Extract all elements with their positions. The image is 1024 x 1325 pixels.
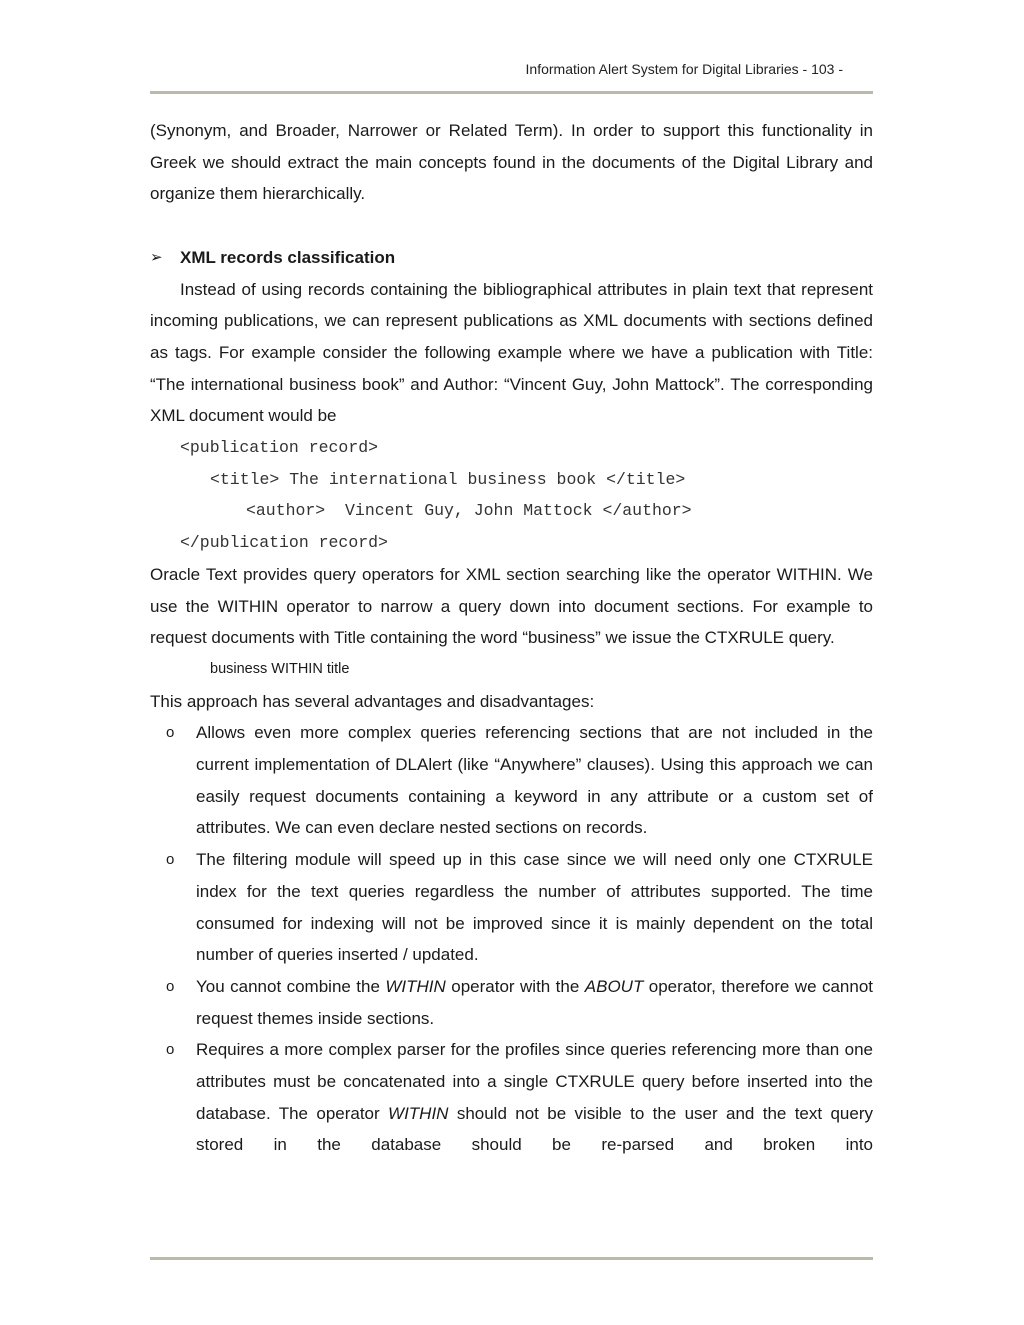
emphasis-within: WITHIN — [388, 1103, 449, 1123]
text-run: You cannot combine the — [196, 976, 386, 996]
code-line-1: <publication record> — [180, 438, 379, 458]
footer-rule — [150, 1257, 873, 1260]
section-paragraph-2: Oracle Text provides query operators for XML section searching like the operator WITHIN. We use the WITHIN operator to narrow a query down into document sections. For example to request documents with Title containing the word “business” we issue the CTXRULE query. — [150, 564, 873, 648]
list-item-text — [196, 1040, 873, 1154]
list-item-text — [196, 977, 873, 1028]
intro-paragraph: (Synonym, and Broader, Narrower or Related Term). In order to support this functionality in Greek we should extract the main concepts found in the documents of the Digital Library and organize them hierarchically. — [150, 121, 873, 204]
text-run: should not be visible to the user and the text query stored in the database should be re-parsed and broken into — [196, 1103, 873, 1155]
list-item-text: The filtering module will speed up in this case since we will need only one CTXRULE index for the text queries regardless the number of attributes supported. The time consumed for indexing will not be improved since it is mainly dependent on the total number of queries inserted / updated. — [196, 850, 873, 965]
circle-bullet-icon: o — [166, 977, 175, 995]
list-item-text: Allows even more complex queries referencing sections that are not included in the current implementation of DLAlert (like “Anywhere” clauses). Using this approach we can easily request documents containing a keyword in any attribute or a custom set of attributes. We can even declare nested sections on records. — [196, 723, 873, 838]
list-item — [150, 971, 873, 1034]
section-paragraph-3: This approach has several advantages and disadvantages: — [150, 691, 595, 711]
running-header: Information Alert System for Digital Libraries - 103 - — [525, 61, 843, 77]
section-heading-text: XML records classification — [180, 247, 396, 267]
text-run: operator with the — [445, 976, 585, 996]
emphasis-within: WITHIN — [385, 976, 446, 996]
paragraph-gap — [150, 210, 873, 242]
circle-bullet-icon: o — [166, 851, 175, 869]
header-rule — [150, 91, 873, 94]
section-paragraph-1: Instead of using records containing the bibliographical attributes in plain text that represent incoming publications, we can represent publications as XML documents with sections defined as tags. For example consider the following example where we have a publication with Title: “The international business book” and Author: “Vincent Guy, John Mattock”. The corresponding XML document would be — [150, 279, 873, 426]
pros-cons-list — [150, 717, 873, 1161]
query-example: business WITHIN title — [210, 660, 350, 677]
list-item — [150, 1034, 873, 1161]
code-line-4: </publication record> — [180, 533, 388, 553]
code-line-2: <title> The international business book </title> — [210, 469, 686, 489]
text-run: operator, therefore we cannot request themes inside sections. — [196, 976, 874, 1028]
code-line-3: <author> Vincent Guy, John Mattock </author> — [246, 501, 692, 521]
text-run: Requires a more complex parser for the profiles since queries referencing more than one attributes must be concatenated into a single CTXRULE query before inserted into the database. The operator — [196, 1040, 873, 1123]
section-heading — [150, 242, 873, 274]
circle-bullet-icon: o — [166, 1041, 175, 1059]
document-page — [150, 0, 873, 1325]
circle-bullet-icon: o — [166, 724, 175, 742]
list-item — [150, 717, 873, 844]
list-item — [150, 844, 873, 971]
page-body — [150, 115, 873, 1161]
emphasis-about: ABOUT — [584, 976, 644, 996]
arrow-bullet-icon: ➢ — [150, 248, 163, 266]
